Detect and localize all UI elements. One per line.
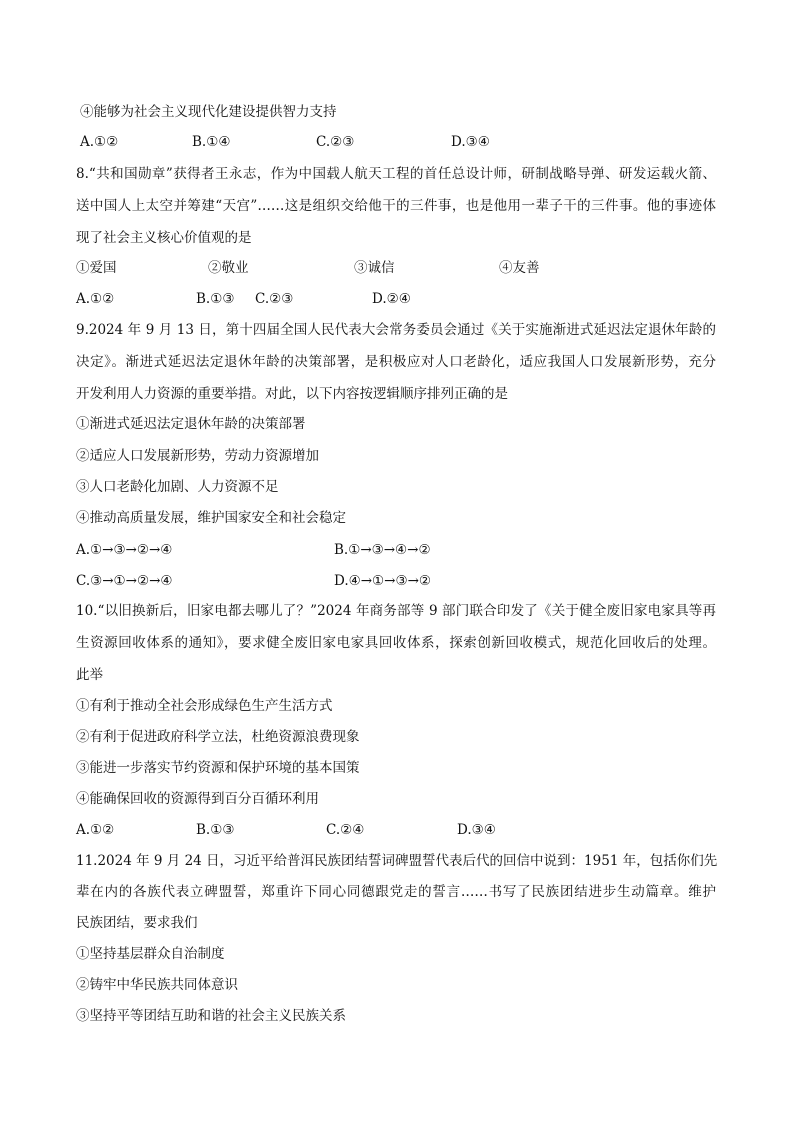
q9-item-2: ②适应人口发展新形势，劳动力资源增加	[76, 448, 319, 464]
q9-stem-line-2: 决定》。渐进式延迟法定退休年龄的决策部署，是积极应对人口老龄化，适应我国人口发展新形势，充分	[76, 354, 716, 370]
q11-item-2: ②铸牢中华民族共同体意识	[76, 977, 238, 993]
q10-option-c: C.②④	[326, 822, 365, 838]
q9-item-4: ④推动高质量发展，维护国家安全和社会稳定	[76, 510, 346, 526]
q8-stem-line-2: 送中国人上太空并筹建“天宫”……这是组织交给他干的三件事，也是他用一辈子干的三件事。他的事迹体	[76, 198, 716, 214]
q7-option-b: B.①④	[192, 134, 231, 150]
q10-option-a: A.①②	[76, 822, 115, 838]
q10-item-2: ②有利于促进政府科学立法，杜绝资源浪费现象	[76, 729, 360, 745]
q7-option-c: C.②③	[316, 134, 355, 150]
q9-item-1: ①渐进式延迟法定退休年龄的决策部署	[76, 416, 306, 432]
q8-item-3: ③诚信	[354, 260, 395, 276]
q10-stem-line-2: 生资源回收体系的通知》，要求健全废旧家电家具回收体系，探索创新回收模式，规范化回收后的处理。	[76, 635, 716, 651]
q8-option-d: D.②④	[372, 291, 411, 307]
q9-option-a: A.①→③→②→④	[76, 542, 173, 558]
q8-option-a: A.①②	[76, 291, 115, 307]
q9-option-b: B.①→③→④→②	[334, 542, 431, 558]
q8-option-c: C.②③	[255, 291, 294, 307]
q9-stem-line-1: 9.2024 年 9 月 13 日，第十四届全国人民代表大会常务委员会通过《关于实施渐进式延迟法定退休年龄的	[76, 322, 716, 338]
q10-item-3: ③能进一步落实节约资源和保护环境的基本国策	[76, 760, 360, 776]
q10-stem-line-1: 10.“以旧换新后，旧家电都去哪儿了？”2024 年商务部等 9 部门联合印发了《关于健全废旧家电家具等再	[76, 603, 716, 619]
q9-stem-line-3: 开发利用人力资源的重要举措。对此，以下内容按逻辑顺序排列正确的是	[76, 386, 508, 402]
q8-item-1: ①爱国	[76, 260, 117, 276]
q11-stem-line-2: 辈在内的各族代表立碑盟誓，郑重许下同心同德跟党走的誓言……书写了民族团结进步生动篇章。维护	[76, 884, 716, 900]
q7-item-4: ④能够为社会主义现代化建设提供智力支持	[80, 104, 337, 120]
q9-option-c: C.③→①→②→④	[76, 573, 173, 589]
q10-item-4: ④能确保回收的资源得到百分百循环利用	[76, 791, 319, 807]
q8-item-4: ④友善	[499, 260, 540, 276]
q8-stem-line-3: 现了社会主义核心价值观的是	[76, 230, 252, 246]
q11-stem-line-3: 民族团结，要求我们	[76, 915, 198, 931]
q7-option-a: A.①②	[80, 134, 119, 150]
q10-option-b: B.①③	[196, 822, 235, 838]
q11-item-3: ③坚持平等团结互助和谐的社会主义民族关系	[76, 1008, 346, 1024]
q10-item-1: ①有利于推动全社会形成绿色生产生活方式	[76, 698, 333, 714]
q8-option-b: B.①③	[196, 291, 235, 307]
q11-item-1: ①坚持基层群众自治制度	[76, 946, 225, 962]
q8-item-2: ②敬业	[208, 260, 249, 276]
q10-stem-line-3: 此举	[76, 667, 103, 683]
q7-option-d: D.③④	[451, 134, 490, 150]
q9-item-3: ③人口老龄化加剧、人力资源不足	[76, 479, 279, 495]
q8-stem-line-1: 8.“共和国勋章”获得者王永志，作为中国载人航天工程的首任总设计师，研制战略导弹、研发运载火箭、	[76, 166, 716, 182]
q11-stem-line-1: 11.2024 年 9 月 24 日，习近平给普洱民族团结誓词碑盟誓代表后代的回信中说到：1951 年，包括你们先	[76, 853, 718, 869]
q9-option-d: D.④→①→③→②	[334, 573, 431, 589]
q10-option-d: D.③④	[457, 822, 496, 838]
